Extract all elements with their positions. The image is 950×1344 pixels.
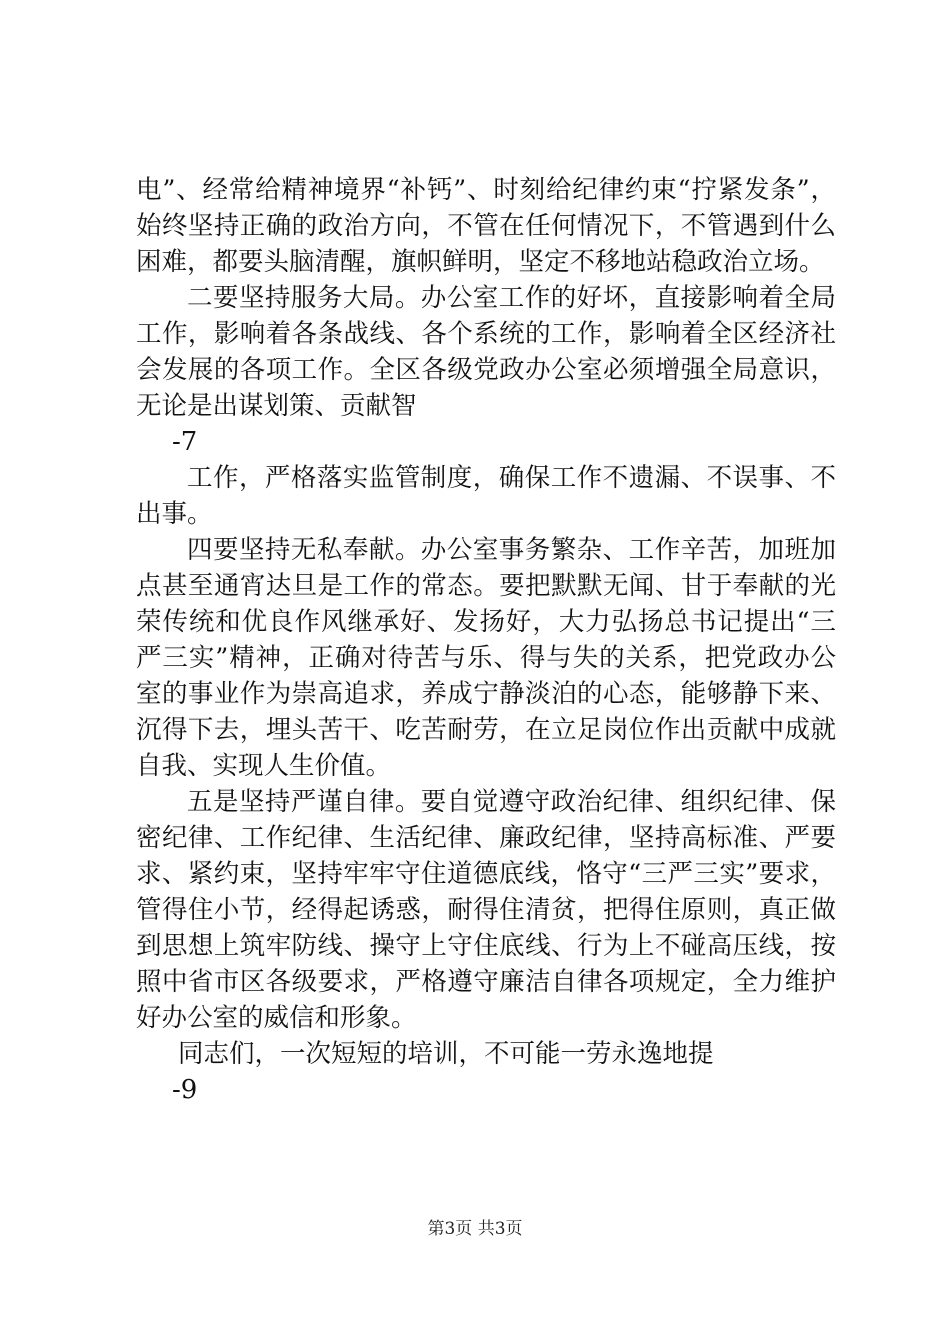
page-footer: 第3页 共3页 [427,1219,523,1239]
paragraph-political-stance: 电”、经常给精神境界“补钙”、时刻给纪律约束“拧紧发条”，始终坚持正确的政治方向，不管在任何情况下，不管遇到什么困难，都要头脑清醒，旗帜鲜明，坚定不移地站稳政治立场。 [136,175,836,277]
page-marker: -9 [172,1075,198,1105]
page-marker: -7 [172,427,198,457]
paragraph-selfless-dedication: 四要坚持无私奉献。办公室事务繁杂、工作辛苦，加班加点甚至通宵达旦是工作的常态。要把默默无闻、甘于奉献的光荣传统和优良作风继承好、发扬好，大力弘扬总书记提出“三严三实”精神，正确对待苦与乐、得与失的关系，把党政办公室的事业作为崇高追求，养成宁静淡泊的心态，能够静下来、沉得下去，埋头苦干、吃苦耐劳，在立足岗位作出贡献中成就自我、实现人生价值。 [136,535,836,781]
document-body [136,172,836,1108]
paragraph-self-discipline: 五是坚持严谨自律。要自觉遵守政治纪律、组织纪律、保密纪律、工作纪律、生活纪律、廉政纪律，坚持高标准、严要求、紧约束，坚持牢牢守住道德底线，恪守“三严三实”要求，管得住小节，经得起诱惑，耐得住清贫，把得住原则，真正做到思想上筑牢防线、操守上守住底线、行为上不碰高压线，按照中省市区各级要求，严格遵守廉洁自律各项规定，全力维护好办公室的威信和形象。 [136,787,836,1033]
paragraph-supervision: 工作，严格落实监管制度，确保工作不遗漏、不误事、不出事。 [136,463,836,529]
paragraph-serve-overall: 二要坚持服务大局。办公室工作的好坏，直接影响着全局工作，影响着各条战线、各个系统的工作，影响着全区经济社会发展的各项工作。全区各级党政办公室必须增强全局意识，无论是出谋划策、贡献智 [136,283,836,421]
paragraph-closing: 同志们，一次短短的培训，不可能一劳永逸地提 [178,1039,714,1069]
